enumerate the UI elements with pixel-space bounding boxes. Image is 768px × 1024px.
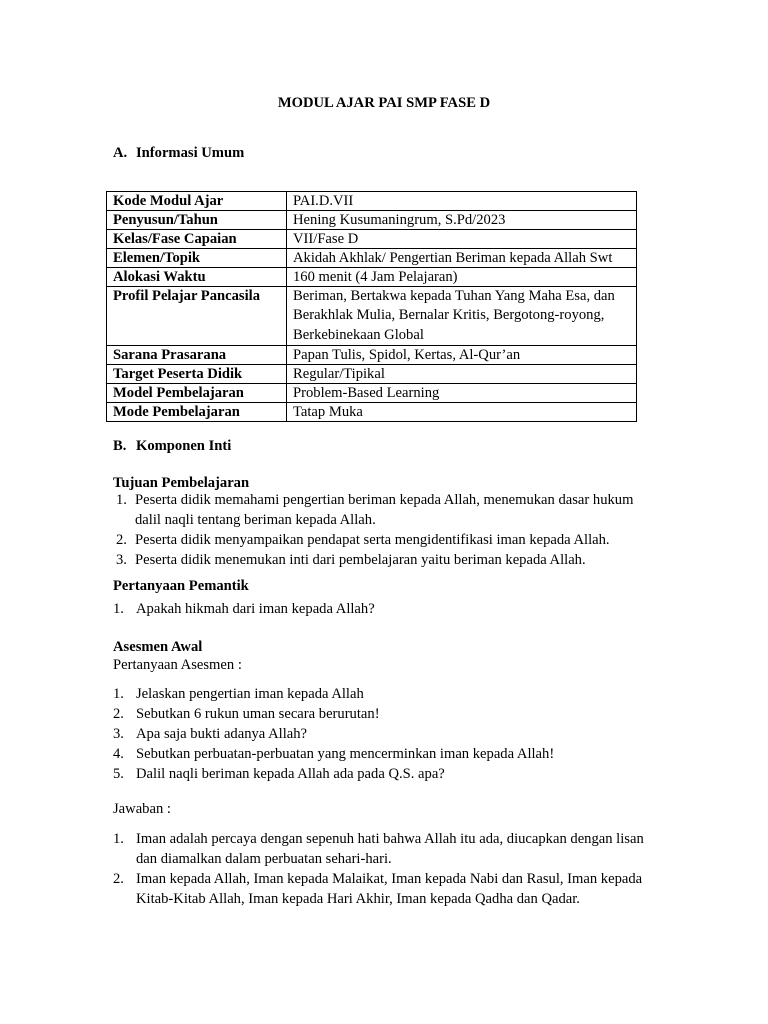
table-key: Model Pembelajaran (107, 383, 287, 402)
jawaban-list (113, 829, 665, 909)
section-a-number: A. (113, 145, 128, 161)
pemantik-list (113, 599, 658, 619)
table-row (107, 268, 637, 287)
list-number: 3. (116, 552, 127, 568)
list-item (116, 490, 661, 530)
list-item (116, 530, 661, 550)
table-row (107, 383, 637, 402)
section-b-title: Komponen Inti (136, 438, 232, 454)
list-item (113, 599, 658, 619)
list-item (113, 829, 665, 869)
table-value: Beriman, Bertakwa kepada Tuhan Yang Maha Esa, dan Berakhlak Mulia, Bernalar Kritis, Bergotong-royong, Berkebinekaan Global (287, 287, 637, 346)
table-row (107, 249, 637, 268)
tujuan-list (116, 490, 661, 570)
list-text: Iman adalah percaya dengan sepenuh hati bahwa Allah itu ada, diucapkan dengan lisan dan diamalkan dalam perbuatan sehari-hari. (136, 831, 644, 867)
list-number: 1. (113, 831, 124, 847)
section-a-title: Informasi Umum (136, 145, 245, 161)
table-row (107, 364, 637, 383)
list-text: Peserta didik menyampaikan pendapat serta mengidentifikasi iman kepada Allah. (135, 532, 610, 548)
table-value: PAI.D.VII (287, 192, 637, 211)
list-text: Iman kepada Allah, Iman kepada Malaikat, Iman kepada Nabi dan Rasul, Iman kepada Kitab-Kitab Allah, Iman kepada Hari Akhir, Iman kepada Qadha dan Qadar. (136, 871, 643, 907)
list-item (113, 744, 658, 764)
list-number: 2. (113, 706, 124, 722)
table-key: Elemen/Topik (107, 249, 287, 268)
table-key: Alokasi Waktu (107, 268, 287, 287)
section-a-heading (113, 143, 244, 163)
table-value: 160 menit (4 Jam Pelajaran) (287, 268, 637, 287)
section-b-heading (113, 436, 231, 456)
table-key: Profil Pelajar Pancasila (107, 287, 287, 346)
list-text: Sebutkan perbuatan-perbuatan yang mencerminkan iman kepada Allah! (136, 746, 555, 762)
list-number: 1. (113, 686, 124, 702)
document-title: MODUL AJAR PAI SMP FASE D (277, 95, 491, 111)
list-item (116, 550, 661, 570)
table-value: Tatap Muka (287, 402, 637, 421)
table-row (107, 287, 637, 346)
table-row (107, 211, 637, 230)
list-item (113, 764, 658, 784)
list-text: Peserta didik memahami pengertian beriman kepada Allah, menemukan dasar hukum dalil naqli tentang beriman kepada Allah. (135, 492, 634, 528)
table-key: Sarana Prasarana (107, 345, 287, 364)
asesmen-heading: Asesmen Awal (113, 639, 203, 655)
table-row (107, 192, 637, 211)
list-item (113, 684, 658, 704)
info-table (106, 191, 637, 422)
list-text: Dalil naqli beriman kepada Allah ada pada Q.S. apa? (136, 766, 445, 782)
table-key: Mode Pembelajaran (107, 402, 287, 421)
table-row (107, 402, 637, 421)
list-number: 4. (113, 746, 124, 762)
table-key: Kode Modul Ajar (107, 192, 287, 211)
table-key: Target Peserta Didik (107, 364, 287, 383)
table-row (107, 345, 637, 364)
list-text: Peserta didik menemukan inti dari pembelajaran yaitu beriman kepada Allah. (135, 552, 586, 568)
list-number: 1. (113, 601, 124, 617)
list-item (113, 724, 658, 744)
list-text: Apakah hikmah dari iman kepada Allah? (136, 601, 375, 617)
list-number: 2. (116, 532, 127, 548)
tujuan-heading: Tujuan Pembelajaran (113, 475, 250, 491)
list-number: 5. (113, 766, 124, 782)
list-text: Sebutkan 6 rukun uman secara berurutan! (136, 706, 380, 722)
table-value: Hening Kusumaningrum, S.Pd/2023 (287, 211, 637, 230)
table-value: Regular/Tipikal (287, 364, 637, 383)
list-text: Jelaskan pengertian iman kepada Allah (136, 686, 364, 702)
jawaban-label: Jawaban : (113, 801, 171, 817)
table-key: Kelas/Fase Capaian (107, 230, 287, 249)
table-value: Akidah Akhlak/ Pengertian Beriman kepada Allah Swt (287, 249, 637, 268)
table-key: Penyusun/Tahun (107, 211, 287, 230)
table-value: Problem-Based Learning (287, 383, 637, 402)
table-value: VII/Fase D (287, 230, 637, 249)
list-item (113, 869, 665, 909)
list-number: 1. (116, 492, 127, 508)
list-text: Apa saja bukti adanya Allah? (136, 726, 308, 742)
list-item (113, 704, 658, 724)
asesmen-list (113, 684, 658, 784)
list-number: 3. (113, 726, 124, 742)
table-value: Papan Tulis, Spidol, Kertas, Al-Qur’an (287, 345, 637, 364)
asesmen-subheading: Pertanyaan Asesmen : (113, 657, 242, 673)
table-row (107, 230, 637, 249)
section-b-number: B. (113, 438, 127, 454)
list-number: 2. (113, 871, 124, 887)
pemantik-heading: Pertanyaan Pemantik (113, 578, 249, 594)
